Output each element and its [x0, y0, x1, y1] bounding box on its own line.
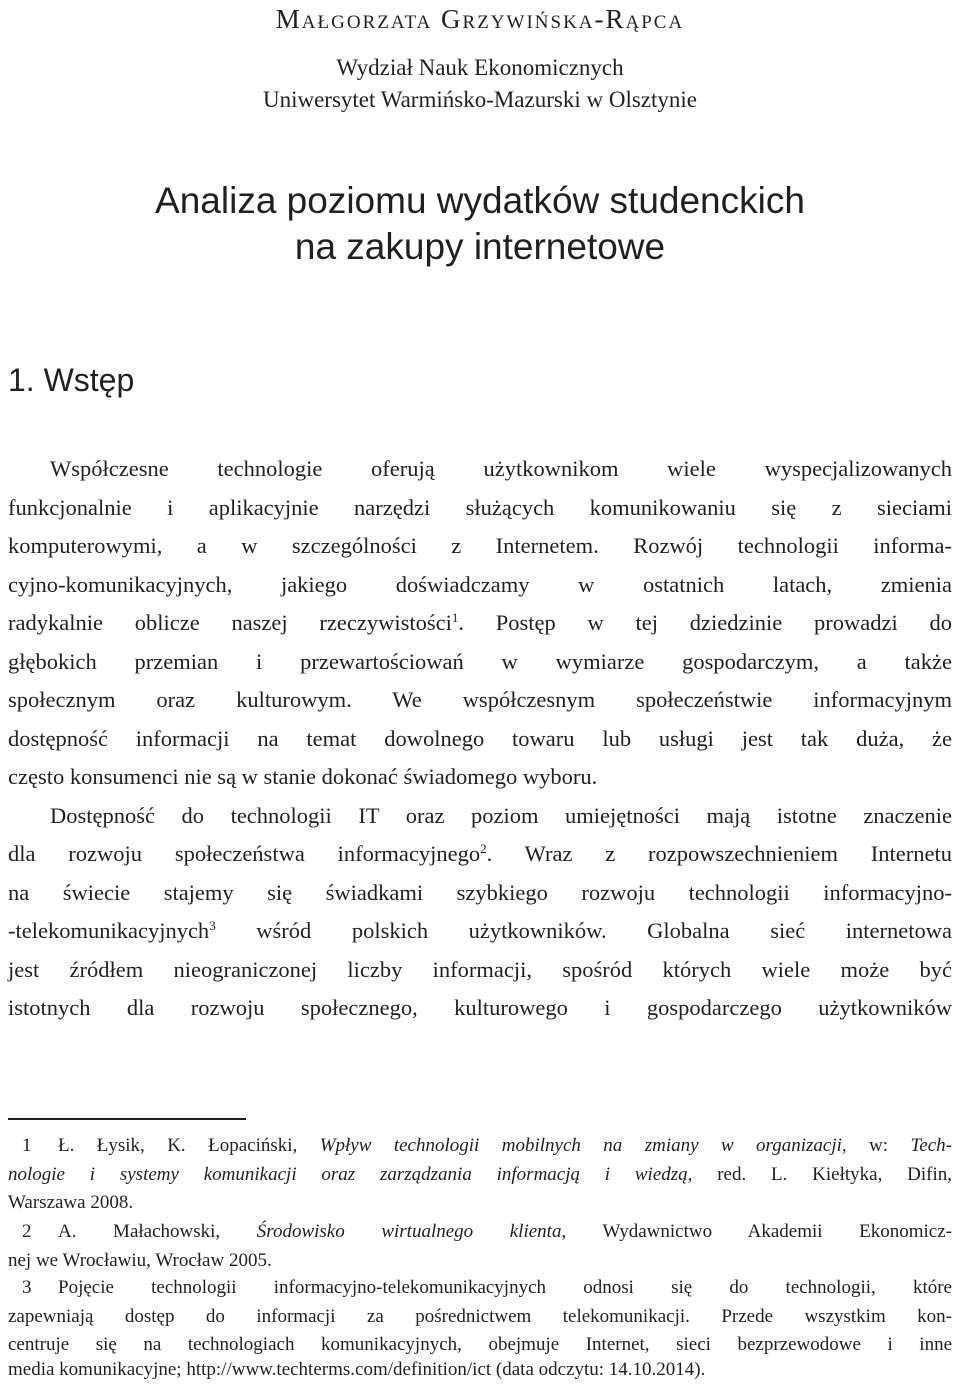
body-line — [8, 604, 952, 643]
body-line: głębokich przemian i przewartościowań w wymiarze gospodarczym, a także — [8, 648, 952, 674]
body-line — [8, 912, 952, 951]
body-line: społecznym oraz kulturowym. We współczesnym społeczeństwie informacyjnym — [8, 687, 952, 712]
footnote-3-line: media komunikacyjne; http://www.techterms.com/definition/ict (data odczytu: 14.10.2014). — [8, 1359, 706, 1380]
footnote-text: , w: — [841, 1135, 911, 1156]
footnote-text: A. Małachowski, — [58, 1221, 257, 1242]
body-line: Dostępność do technologii IT oraz poziom umiejętności mają istotne znaczenie — [50, 802, 952, 828]
footnote-ref-1[interactable]: 1 — [451, 610, 459, 625]
body-text: wśród polskich użytkowników. Globalna sieć internetowa — [215, 918, 952, 943]
footnote-italic: Środowisko wirtualnego klienta — [256, 1221, 562, 1242]
author-name: Małgorzata Grzywińska-Rąpca — [275, 4, 685, 34]
footnote-1-line: Warszawa 2008. — [8, 1192, 134, 1213]
body-line: na świecie stajemy się świadkami szybkiego rozwoju technologii informacyjno- — [8, 879, 952, 905]
body-text: . Wraz z rozpowszechnieniem Internetu — [486, 841, 952, 866]
footnote-3-line — [8, 1274, 952, 1303]
footnote-3-line: zapewniają dostęp do informacji za pośrednictwem telekomunikacji. Przede wszystkim kon- — [8, 1305, 952, 1327]
footnote-1-line — [8, 1132, 952, 1161]
footnote-ref-3[interactable]: 3 — [209, 918, 216, 933]
footnote-italic: Tech- — [910, 1135, 953, 1156]
body-line: funkcjonalnie i aplikacyjnie narzędzi służących komunikowaniu się z sieciami — [8, 494, 952, 520]
body-line: jest źródłem nieograniczonej liczby informacji, spośród których wiele może być — [8, 956, 952, 982]
footnote-1-line — [8, 1161, 952, 1190]
footnote-number: 2 — [22, 1221, 32, 1242]
affiliation-faculty: Wydział Nauk Ekonomicznych — [336, 55, 624, 80]
footnote-number: 3 — [22, 1277, 32, 1298]
body-line: istotnych dla rozwoju społecznego, kulturowego i gospodarczego użytkowników — [8, 995, 952, 1020]
footnote-number: 1 — [22, 1135, 32, 1156]
body-line: często konsumenci nie są w stanie dokonać świadomego wyboru. — [8, 764, 598, 789]
body-text: . Postęp w tej dziedzinie prowadzi do — [458, 610, 952, 635]
body-line — [8, 835, 952, 874]
footnote-text: Ł. Łysik, K. Łopaciński, — [58, 1135, 320, 1156]
footnote-ref-2[interactable]: 2 — [480, 841, 487, 856]
affiliation-university: Uniwersytet Warmińsko-Mazurski w Olsztynie — [262, 87, 697, 112]
body-line: Współczesne technologie oferują użytkownikom wiele wyspecjalizowanych — [50, 456, 952, 481]
footnote-italic: nologie i systemy komunikacji oraz zarządzania informacją i wiedzą — [8, 1163, 688, 1185]
footnote-2-line — [8, 1218, 952, 1247]
footnote-text: Pojęcie technologii informacyjno-telekomunikacyjnych odnosi się do technologii, które — [58, 1277, 952, 1298]
body-text: radykalnie oblicze naszej rzeczywistości — [8, 610, 452, 635]
body-line: cyjno-komunikacyjnych, jakiego doświadczamy w ostatnich latach, zmienia — [8, 571, 952, 597]
footnote-2-line: nej we Wrocławiu, Wrocław 2005. — [8, 1249, 272, 1271]
footnote-text: , Wydawnictwo Akademii Ekonomicz- — [561, 1221, 952, 1242]
footnote-separator — [8, 1118, 246, 1120]
article-title-line-2: na zakupy internetowe — [294, 226, 666, 267]
body-text: dla rozwoju społeczeństwa informacyjnego — [8, 841, 481, 866]
body-line: komputerowymi, a w szczególności z Internetem. Rozwój technologii informa- — [8, 533, 952, 558]
footnote-italic: Wpływ technologii mobilnych na zmiany w organizacji — [319, 1135, 842, 1156]
body-text: -telekomunikacyjnych — [8, 918, 210, 943]
footnote-text: , red. L. Kiełtyka, Difin, — [687, 1163, 952, 1185]
section-heading: 1. Wstęp — [8, 362, 135, 398]
article-title-line-1: Analiza poziomu wydatków studenckich — [155, 180, 805, 221]
body-line: dostępność informacji na temat dowolnego towaru lub usługi jest tak duża, że — [8, 725, 952, 751]
footnote-3-line: centruje się na technologiach komunikacyjnych, obejmuje Internet, sieci bezprzewodowe i inne — [8, 1334, 952, 1355]
